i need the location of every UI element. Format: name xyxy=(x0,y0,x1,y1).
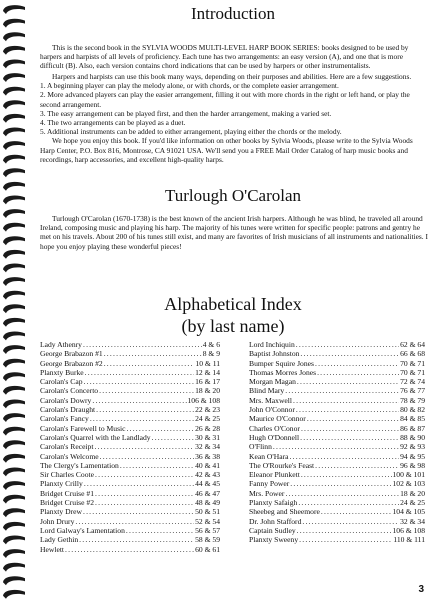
index-entry-title: Carolan's Receipt xyxy=(40,442,94,452)
index-entry xyxy=(249,349,425,358)
index-entry xyxy=(249,368,425,377)
index-entry-title: Eleanor Plunkett xyxy=(249,470,300,480)
index-entry xyxy=(249,377,425,386)
index-entry xyxy=(249,535,425,544)
binding-loop xyxy=(3,467,25,476)
index-entry-pages: 62 & 64 xyxy=(400,340,425,349)
index-leader-dots xyxy=(302,517,399,526)
index-leader-dots xyxy=(96,405,194,414)
index-entry-title: Carolan's Welcome xyxy=(40,451,99,461)
index-entry-pages: 56 & 57 xyxy=(195,525,220,535)
index-entry-pages: 16 & 17 xyxy=(195,377,220,387)
index-leader-dots xyxy=(307,414,399,423)
index-leader-dots xyxy=(94,442,194,451)
intro-suggestions xyxy=(40,72,428,164)
binding-loop xyxy=(3,263,25,272)
index-entry xyxy=(249,517,425,526)
index-entry xyxy=(40,535,220,544)
binding-loop xyxy=(3,399,25,408)
index-leader-dots xyxy=(317,368,399,377)
index-entry-pages: 8 & 9 xyxy=(202,349,220,359)
index-entry xyxy=(40,479,220,488)
index-leader-dots xyxy=(90,414,194,423)
index-entry xyxy=(249,526,425,535)
index-entry-pages: 44 & 45 xyxy=(195,479,220,489)
suggestion-item: 4. The two arrangements can be played as a duet. xyxy=(40,118,186,128)
index-entry-title: Sheebeg and Sheemore xyxy=(249,507,320,517)
binding-loop xyxy=(3,440,25,449)
binding-loop xyxy=(3,223,25,232)
page-number: 3 xyxy=(418,584,424,595)
index-entry-title: Bridget Cruise #1 xyxy=(40,488,94,498)
index-entry-title: Maurice O'Connor xyxy=(249,414,306,424)
index-entry-pages: 12 & 14 xyxy=(195,367,220,377)
index-entry xyxy=(40,359,220,368)
index-entry-title: John Drury xyxy=(40,516,75,526)
binding-loop xyxy=(3,345,25,354)
binding-loop xyxy=(3,386,25,395)
index-entry-pages: 58 & 59 xyxy=(195,535,220,545)
index-leader-dots xyxy=(301,424,399,433)
index-leader-dots xyxy=(285,489,399,498)
index-leader-dots xyxy=(100,452,194,461)
binding-loop xyxy=(3,100,25,109)
index-entry-title: The Clergy's Lamentation xyxy=(40,460,119,470)
index-entry-pages: 86 & 87 xyxy=(400,423,425,433)
index-entry-title: Hugh O'Donnell xyxy=(249,432,300,442)
index-entry-pages: 66 & 68 xyxy=(400,349,425,359)
binding-loop xyxy=(3,155,25,164)
index-leader-dots xyxy=(84,479,194,488)
spiral-binding xyxy=(0,0,30,600)
index-leader-dots xyxy=(152,433,194,442)
binding-loop xyxy=(3,168,25,177)
index-entry-pages: 80 & 82 xyxy=(400,405,425,415)
index-entry-title: Hewlett xyxy=(40,544,65,554)
index-entry-title: Planxty Safaigh xyxy=(249,498,298,508)
index-entry xyxy=(249,498,425,507)
index-entry-pages: 110 & 111 xyxy=(393,535,425,545)
index-leader-dots xyxy=(95,489,194,498)
index-title: Alphabetical Index xyxy=(164,294,302,314)
index-entry xyxy=(249,461,425,470)
index-leader-dots xyxy=(321,507,392,516)
index-leader-dots xyxy=(300,433,399,442)
index-leader-dots xyxy=(85,368,194,377)
intro-paragraph-2: Harpers and harpists can use this book many ways, depending on their purposes and abilities. Here are a few suggestions. xyxy=(52,72,412,81)
index-leader-dots xyxy=(95,470,194,479)
index-entry-title: Bridget Cruise #2 xyxy=(40,498,94,508)
index-leader-dots xyxy=(92,396,186,405)
index-entry-pages: 106 & 108 xyxy=(392,525,425,535)
binding-loop xyxy=(3,563,25,572)
binding-loop xyxy=(3,19,25,28)
binding-loop xyxy=(3,236,25,245)
index-entry xyxy=(40,386,220,395)
index-entry-title: Charles O'Conor xyxy=(249,423,300,433)
index-entry-title: Lady Athenry xyxy=(40,340,82,349)
binding-loop xyxy=(3,195,25,204)
index-entry xyxy=(40,349,220,358)
index-entry-pages: 72 & 74 xyxy=(400,377,425,387)
index-entry xyxy=(40,340,220,349)
suggestion-item: 1. A beginning player can play the melody alone, or with chords, or the complete easier arrangement. xyxy=(40,81,339,91)
index-leader-dots xyxy=(104,359,195,368)
index-leader-dots xyxy=(293,396,399,405)
index-entry xyxy=(40,414,220,423)
index-entry xyxy=(249,442,425,451)
binding-loop xyxy=(3,495,25,504)
index-entry xyxy=(249,470,425,479)
index-leader-dots xyxy=(79,535,194,544)
index-entry-title: Baptist Johnston xyxy=(249,349,300,359)
index-leader-dots xyxy=(75,517,194,526)
index-entry-title: Bumper Squire Jones xyxy=(249,358,314,368)
index-entry xyxy=(249,489,425,498)
index-leader-dots xyxy=(99,386,194,395)
index-entry-pages: 26 & 28 xyxy=(195,423,220,433)
binding-loop xyxy=(3,331,25,340)
index-entry xyxy=(40,526,220,535)
index-entry-pages: 106 & 108 xyxy=(187,395,220,405)
binding-loop xyxy=(3,73,25,82)
index-entry-pages: 88 & 90 xyxy=(400,432,425,442)
index-leader-dots xyxy=(83,507,194,516)
index-leader-dots xyxy=(95,498,194,507)
index-entry-title: Carolan's Farewell to Music xyxy=(40,423,126,433)
index-entry-title: Blind Mary xyxy=(249,386,285,396)
index-entry-title: Carolan's Dowry xyxy=(40,395,92,405)
binding-loop xyxy=(3,576,25,585)
index-entry-title: Carolan's Quarrel with the Landlady xyxy=(40,432,151,442)
index-entry xyxy=(249,414,425,423)
index-leader-dots xyxy=(298,498,399,507)
index-entry xyxy=(40,396,220,405)
index-entry xyxy=(40,442,220,451)
index-leader-dots xyxy=(104,349,202,358)
index-entry-pages: 60 & 61 xyxy=(195,544,220,554)
binding-loop xyxy=(3,182,25,191)
index-entry-title: Lord Galway's Lamentation xyxy=(40,525,125,535)
index-subtitle: (by last name) xyxy=(181,316,285,336)
index-entry-pages: 102 & 103 xyxy=(392,479,425,489)
binding-loop xyxy=(3,87,25,96)
index-entry-title: Planxty Crilly xyxy=(40,479,83,489)
binding-loop xyxy=(3,590,25,599)
index-entry-title: O'Flinn xyxy=(249,442,272,452)
index-entry-pages: 22 & 23 xyxy=(195,405,220,415)
index-leader-dots xyxy=(65,545,194,554)
index-entry-title: Planxty Drew xyxy=(40,507,82,517)
index-entry xyxy=(249,405,425,414)
index-entry-pages: 18 & 20 xyxy=(400,488,425,498)
index-entry xyxy=(249,359,425,368)
index-entry xyxy=(40,452,220,461)
index-entry xyxy=(249,433,425,442)
intro-paragraph xyxy=(40,43,428,71)
index-entry-title: Captain Sudley xyxy=(249,525,296,535)
binding-loop xyxy=(3,427,25,436)
index-entry xyxy=(40,498,220,507)
index-entry-title: Planxty Sweeny xyxy=(249,535,299,545)
index-entry xyxy=(40,377,220,386)
intro-paragraph-1: This is the second book in the SYLVIA WOODS MULTI-LEVEL HARP BOOK SERIES: books designed to be used by harpers and harpists of all levels of proficiency. Each tune has two arrangements: an easy version (A), and one that is more difficult (B). Also, each version contains chord indications that can be used by harpers or other instrumentalists. xyxy=(40,43,409,71)
suggestion-item: 5. Additional instruments can be added to either arrangement, playing either the chords or the melody. xyxy=(40,127,342,137)
index-entry xyxy=(40,470,220,479)
index-entry-pages: 92 & 93 xyxy=(400,442,425,452)
index-entry-pages: 42 & 43 xyxy=(195,470,220,480)
index-entry-title: Mrs. Maxwell xyxy=(249,395,293,405)
index-leader-dots xyxy=(297,526,392,535)
binding-loop xyxy=(3,413,25,422)
carolan-paragraph: Turlough O'Carolan (1670-1738) is the best known of the ancient Irish harpers. Although he was blind, he traveled all around Ireland, composing music and playing his harp. The majority of his tunes were written for specific people: patrons and gentry he met on his travels. About 200 of his tunes still exist, and many are favorites of Irish musicians of all instruments and nationalities. I hope you enjoy playing these wonderful pieces! xyxy=(40,214,428,251)
binding-loop xyxy=(3,114,25,123)
index-entry-pages: 18 & 20 xyxy=(195,386,220,396)
index-entry xyxy=(40,545,220,554)
index-leader-dots xyxy=(300,349,399,358)
index-entry-pages: 48 & 49 xyxy=(195,498,220,508)
binding-loop xyxy=(3,32,25,41)
binding-loop xyxy=(3,5,25,14)
index-entry-pages: 76 & 77 xyxy=(400,386,425,396)
index-entry-pages: 70 & 71 xyxy=(400,358,425,368)
index-entry-pages: 50 & 51 xyxy=(195,507,220,517)
index-entry-title: Carolan's Fancy xyxy=(40,414,89,424)
page xyxy=(30,0,436,600)
index-entry-pages: 24 & 25 xyxy=(400,498,425,508)
index-leader-dots xyxy=(301,470,392,479)
binding-loop xyxy=(3,481,25,490)
index-entry-title: John O'Connor xyxy=(249,405,295,415)
index-entry-title: Carolan's Cap xyxy=(40,377,83,387)
index-entry xyxy=(249,452,425,461)
index-leader-dots xyxy=(315,461,399,470)
binding-loop xyxy=(3,535,25,544)
index-leader-dots xyxy=(126,526,194,535)
binding-loop xyxy=(3,291,25,300)
binding-loop xyxy=(3,141,25,150)
index-entry-pages: 84 & 85 xyxy=(400,414,425,424)
binding-loop xyxy=(3,359,25,368)
carolan-title: Turlough O'Carolan xyxy=(164,186,302,205)
index-entry-pages: 52 & 54 xyxy=(195,516,220,526)
binding-loop xyxy=(3,277,25,286)
index-leader-dots xyxy=(84,377,195,386)
index-column-left xyxy=(40,340,220,554)
binding-loop xyxy=(3,304,25,313)
index-entry-pages: 78 & 79 xyxy=(400,395,425,405)
index-entry xyxy=(40,424,220,433)
index-leader-dots xyxy=(290,452,400,461)
index-entry-title: Planxty Burke xyxy=(40,367,84,377)
index-entry-pages: 70 & 71 xyxy=(400,367,425,377)
index-leader-dots xyxy=(120,461,194,470)
suggestion-item: 3. The easy arrangement can be played first, and then the harder arrangement, making a varied set. xyxy=(40,108,332,118)
introduction-title: Introduction xyxy=(190,4,276,23)
index-entry-title: The O'Rourke's Feast xyxy=(249,460,315,470)
index-entry-pages: 96 & 98 xyxy=(400,460,425,470)
binding-loop xyxy=(3,46,25,55)
index-entry-title: Kean O'Hara xyxy=(249,451,289,461)
index-entry-title: George Brabazon #2 xyxy=(40,358,103,368)
binding-loop xyxy=(3,250,25,259)
index-leader-dots xyxy=(83,340,202,349)
index-entry-title: Thomas Morres Jones xyxy=(249,367,317,377)
binding-loop xyxy=(3,127,25,136)
index-leader-dots xyxy=(285,386,399,395)
index-entry-title: Carolan's Concerto xyxy=(40,386,99,396)
binding-loop xyxy=(3,522,25,531)
index-entry-pages: 32 & 34 xyxy=(195,442,220,452)
binding-loop xyxy=(3,372,25,381)
index-entry-title: Dr. John Stafford xyxy=(249,516,302,526)
index-entry xyxy=(40,433,220,442)
index-entry-title: George Brabazon #1 xyxy=(40,349,103,359)
index-entry xyxy=(40,461,220,470)
index-entry xyxy=(40,517,220,526)
index-entry-title: Fanny Power xyxy=(249,479,290,489)
binding-loop xyxy=(3,318,25,327)
index-entry-pages: 4 & 6 xyxy=(202,340,220,349)
index-entry-pages: 94 & 95 xyxy=(400,451,425,461)
index-entry-title: Lord Inchiquin xyxy=(249,340,295,349)
index-entry-pages: 24 & 25 xyxy=(195,414,220,424)
binding-loop xyxy=(3,508,25,517)
binding-loop xyxy=(3,209,25,218)
index-leader-dots xyxy=(297,377,399,386)
index-leader-dots xyxy=(315,359,399,368)
index-entry-title: Lady Gethin xyxy=(40,535,79,545)
index-entry-pages: 10 & 11 xyxy=(195,358,220,368)
index-entry xyxy=(249,479,425,488)
index-entry xyxy=(249,396,425,405)
index-entry xyxy=(249,340,425,349)
index-leader-dots xyxy=(273,442,399,451)
index-entry-pages: 32 & 34 xyxy=(400,516,425,526)
index-entry-title: Mrs. Power xyxy=(249,488,285,498)
index-entry-pages: 46 & 47 xyxy=(195,488,220,498)
intro-closing: We hope you enjoy this book. If you'd like information on other books by Sylvia Woods, please write to the Sylvia Woods Harp Center, P.O. Box 816, Montrose, CA 91021 USA. We'll send you a FREE Mail Order Catalog of harp music books and recordings, harp accessories, and excellent high-quality harps. xyxy=(40,136,413,164)
index-entry-pages: 30 & 31 xyxy=(195,432,220,442)
index-column-right xyxy=(249,340,425,545)
index-entry xyxy=(249,424,425,433)
index-entry xyxy=(40,489,220,498)
index-entry xyxy=(40,368,220,377)
binding-loop xyxy=(3,454,25,463)
index-entry xyxy=(249,386,425,395)
index-leader-dots xyxy=(290,479,391,488)
index-entry-title: Sir Charles Coote xyxy=(40,470,94,480)
index-leader-dots xyxy=(299,535,392,544)
binding-loop xyxy=(3,549,25,558)
index-leader-dots xyxy=(127,424,195,433)
index-entry-title: Morgan Magan xyxy=(249,377,296,387)
index-entry-pages: 40 & 41 xyxy=(195,460,220,470)
index-entry xyxy=(40,507,220,516)
index-leader-dots xyxy=(296,340,399,349)
index-leader-dots xyxy=(296,405,399,414)
index-entry-pages: 36 & 38 xyxy=(195,451,220,461)
index-entry xyxy=(249,507,425,516)
suggestion-item: 2. More advanced players can play the easier arrangement, filling it out with more chords in the right or left hand, or play the second arrangement. xyxy=(40,90,410,109)
index-entry xyxy=(40,405,220,414)
index-entry-title: Carolan's Draught xyxy=(40,405,96,415)
index-entry-pages: 104 & 105 xyxy=(392,507,425,517)
index-entry-pages: 100 & 101 xyxy=(392,470,425,480)
binding-loop xyxy=(3,59,25,68)
